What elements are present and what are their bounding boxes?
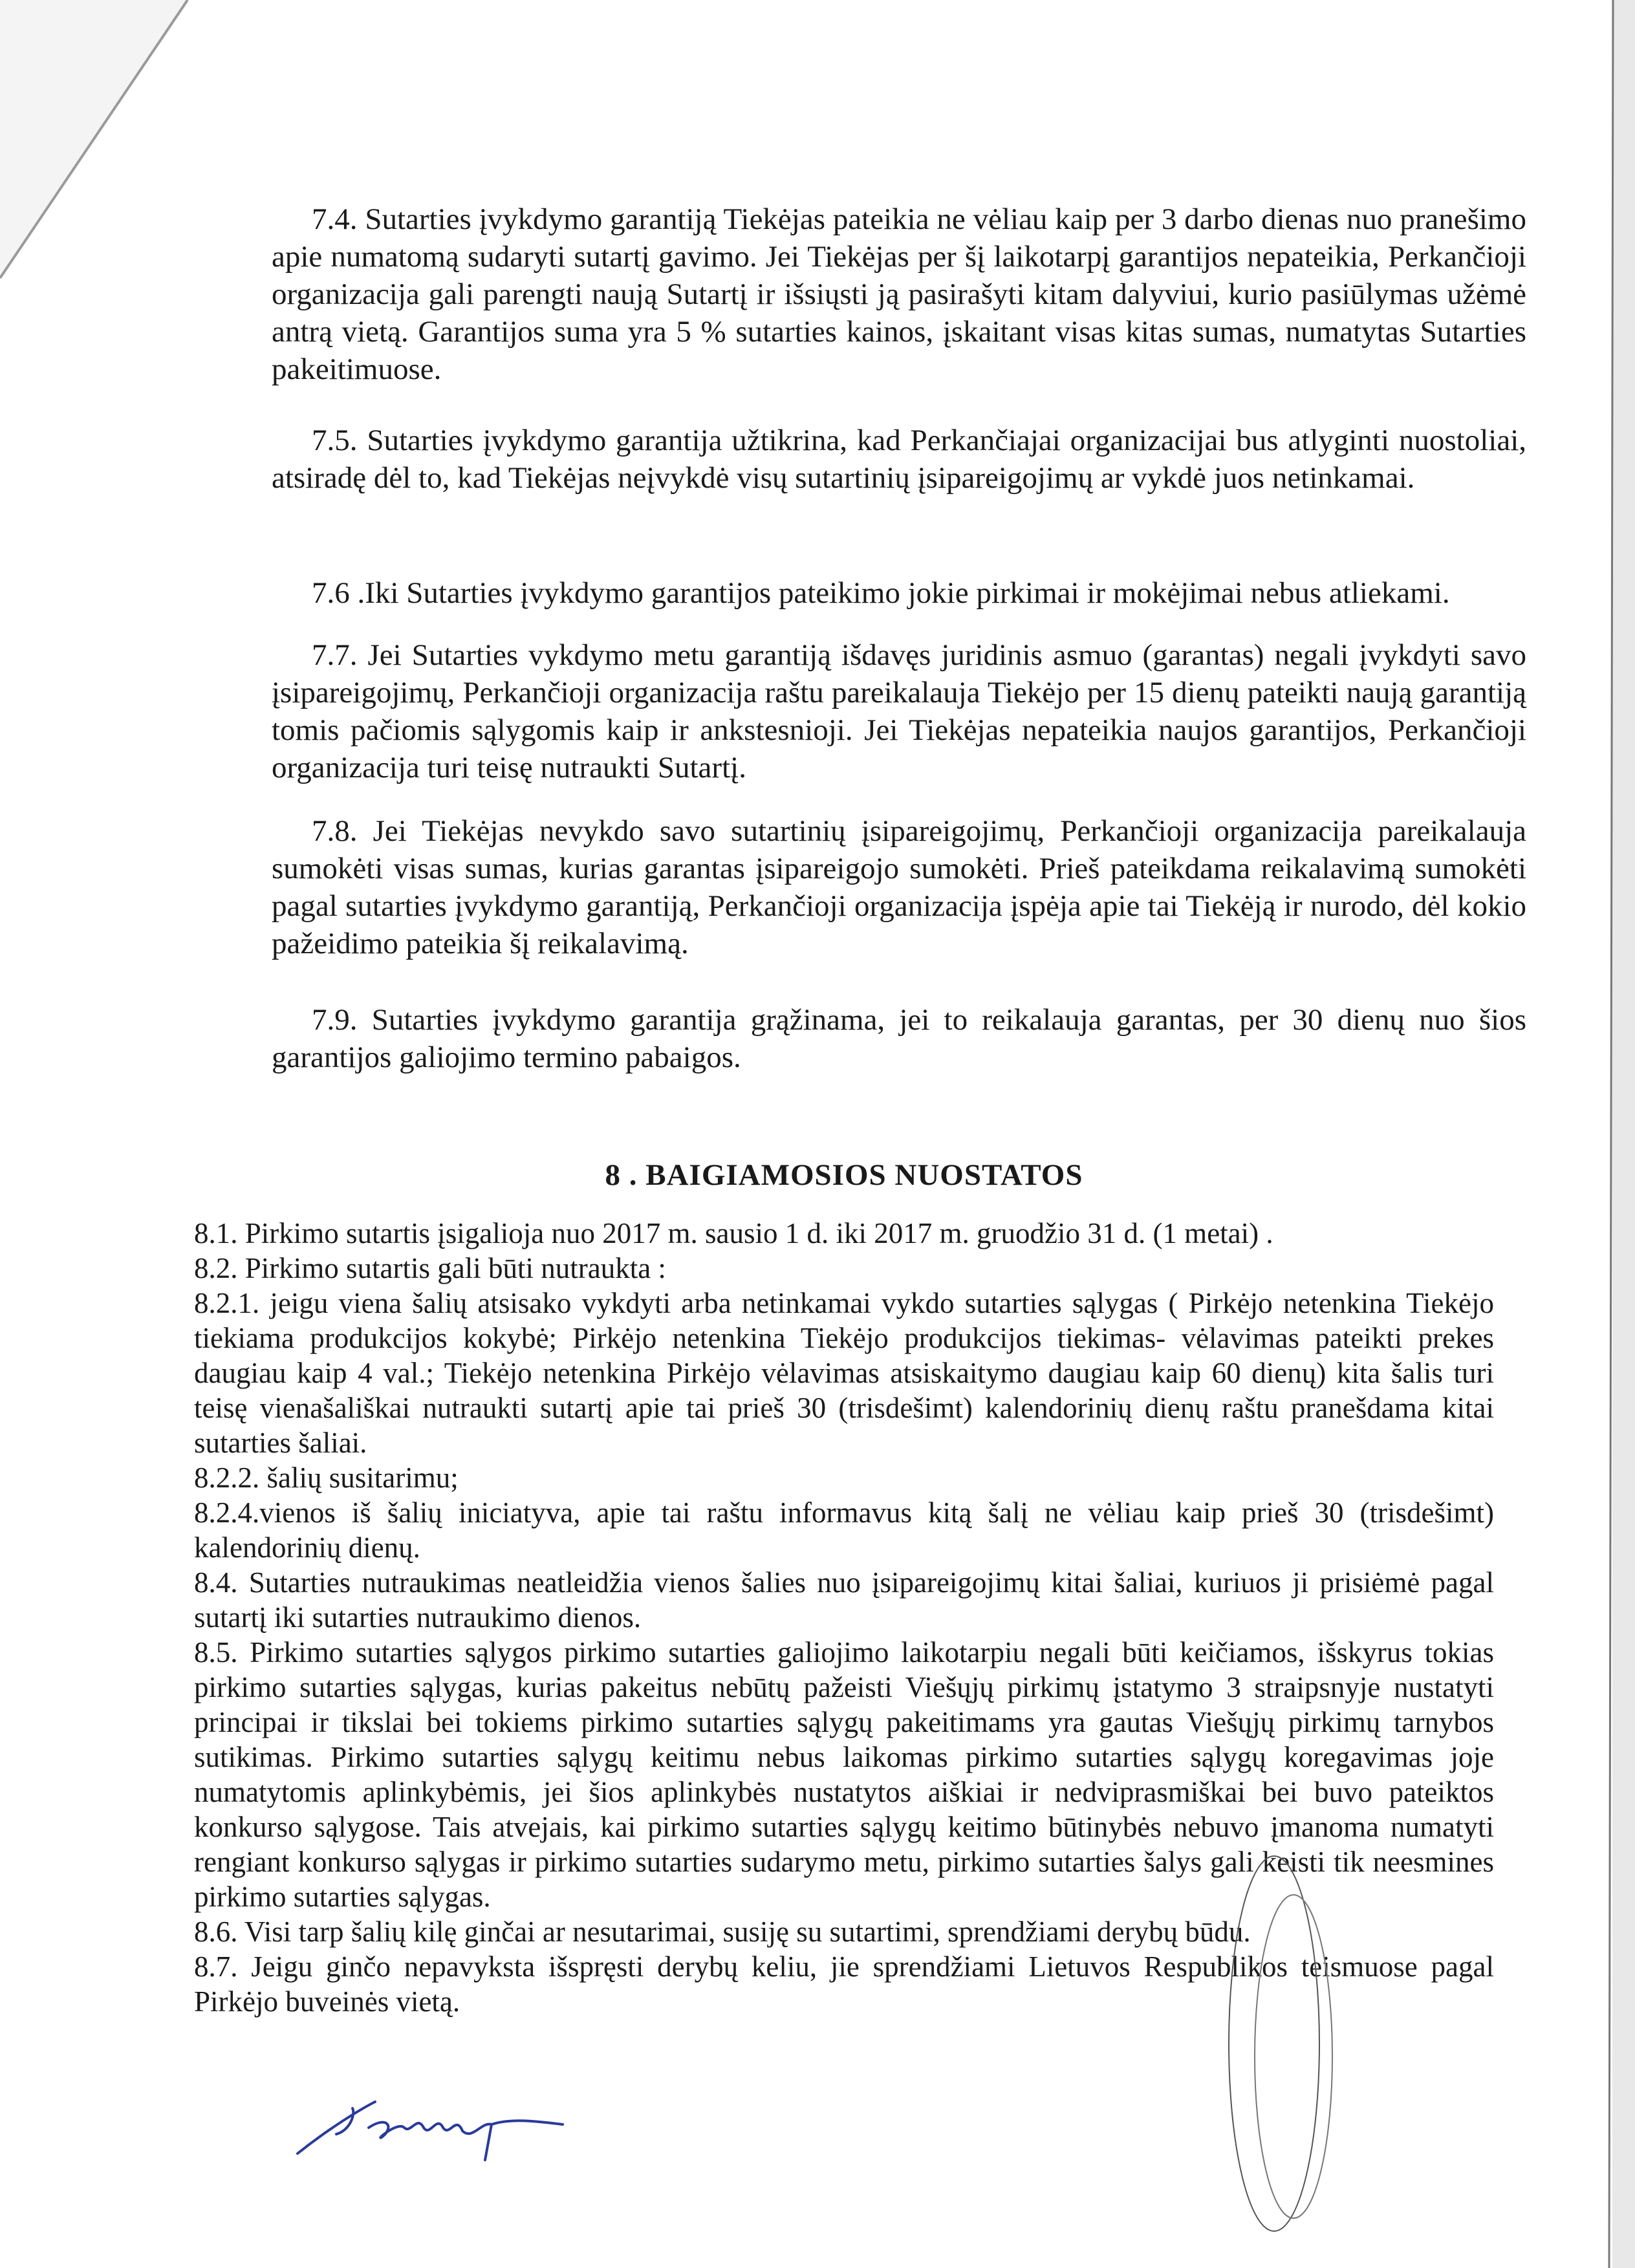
clause-8-2: 8.2. Pirkimo sutartis gali būti nutraukta : xyxy=(194,1252,666,1284)
clause-text: 7.9. Sutarties įvykdymo garantija grąžinama, jei to reikalauja garantas, per 30 dienų nuo šios garantijos galiojimo termino pabaigos. xyxy=(272,1003,1526,1074)
clause-8-2-4: 8.2.4.vienos iš šalių iniciatyva, apie tai raštu informavus kitą šalį ne vėliau kaip prieš 30 (trisdešimt) kalendorinių dienų. xyxy=(194,1496,1494,1564)
scan-edge-shadow xyxy=(1590,0,1635,2268)
section-8-heading: 8 . BAIGIAMOSIOS NUOSTATOS xyxy=(605,1158,1083,1192)
clause-8-5: 8.5. Pirkimo sutarties sąlygos pirkimo sutarties galiojimo laikotarpiu negali būti keičiamos, išskyrus tokias pirkimo sutarties sąlygas, kurias pakeitus nebūtų pažeisti Viešųjų pirkimų įstatymo 3 straipsnyje nustatyti principai ir tikslai bei tokiems pirkimo sutarties sąlygų pakeitimams yra gautas Viešųjų pirkimų tarnybos sutikimas. Pirkimo sutarties sąlygų keitimu nebus laikomas pirkimo sutarties sąlygų koregavimas joje numatytomis aplinkybėmis, jei šios aplinkybės nustatytos aiškiai ir nedviprasmiškai bei buvo pateiktos konkurso sąlygose. Tais atvejais, kai pirkimo sutarties sąlygų keitimo būtinybės nebuvo įmanoma numatyti rengiant konkurso sąlygas ir pirkimo sutarties sudarymo metu, pirkimo sutarties šalys gali keisti tik neesmines pirkimo sutarties sąlygas. xyxy=(194,1636,1494,1913)
clause-7-8 xyxy=(272,812,1526,962)
folded-corner-shadow xyxy=(0,0,194,285)
clause-7-5 xyxy=(272,422,1526,497)
clause-7-7 xyxy=(272,636,1526,786)
clause-7-6 xyxy=(272,574,1526,612)
clause-8-7: 8.7. Jeigu ginčo nepavyksta išspręsti derybų keliu, jie sprendžiami Lietuvos Respublikos teismuose pagal Pirkėjo buveinės vietą. xyxy=(194,1950,1494,2018)
clause-text: 7.6 .Iki Sutarties įvykdymo garantijos pateikimo jokie pirkimai ir mokėjimai nebus atliekami. xyxy=(312,576,1450,610)
clause-7-9 xyxy=(272,1001,1526,1076)
clause-8-2-2: 8.2.2. šalių susitarimu; xyxy=(194,1462,459,1494)
handwritten-signature xyxy=(291,2089,582,2166)
clause-text: 7.5. Sutarties įvykdymo garantija užtikrina, kad Perkančiajai organizacijai bus atlyginti nuostoliai, atsiradę dėl to, kad Tiekėjas neįvykdė visų sutartinių įsipareigojimų ar vykdė juos netinkamai. xyxy=(272,424,1526,495)
clause-text: 7.4. Sutarties įvykdymo garantiją Tiekėjas pateikia ne vėliau kaip per 3 darbo dienas nuo pranešimo apie numatomą sudaryti sutartį gavimo. Jei Tiekėjas per šį laikotarpį garantijos nepateikia, Perkančioji organizacija gali parengti naują Sutartį ir išsiųsti ją pasirašyti kitam dalyviui, kurio pasiūlymas užėmė antrą vietą. Garantijos suma yra 5 % sutarties kainos, įskaitant visas kitas sumas, numatytas Sutarties pakeitimuose. xyxy=(272,202,1526,386)
clause-7-4 xyxy=(272,200,1526,388)
clause-text: 7.8. Jei Tiekėjas nevykdo savo sutartinių įsipareigojimų, Perkančioji organizacija pareikalauja sumokėti visas sumas, kurias garantas įsipareigojo sumokėti. Prieš pateikdama reikalavimą sumokėti pagal sutarties įvykdymo garantiją, Perkančioji organizacija įspėja apie tai Tiekėją ir nurodo, dėl kokio pažeidimo pateikia šį reikalavimą. xyxy=(272,814,1526,960)
clause-8-1: 8.1. Pirkimo sutartis įsigalioja nuo 2017 m. sausio 1 d. iki 2017 m. gruodžio 31 d. (1 metai) . xyxy=(194,1217,1273,1249)
clause-8-4: 8.4. Sutarties nutraukimas neatleidžia vienos šalies nuo įsipareigojimų kitai šaliai, kuriuos ji prisiėmė pagal sutartį iki sutarties nutraukimo dienos. xyxy=(194,1566,1494,1634)
clause-8-2-1: 8.2.1. jeigu viena šalių atsisako vykdyti arba netinkamai vykdo sutarties sąlygas ( Pirkėjo netenkina Tiekėjo tiekiama produkcijos kokybė; Pirkėjo netenkina Tiekėjo produkcijos tiekimas- vėlavimas pateikti prekes daugiau kaip 4 val.; Tiekėjo netenkina Pirkėjo vėlavimas atsiskaitymo daugiau kaip 60 dienų) kita šalis turi teisę vienašališkai nutraukti sutartį apie tai prieš 30 (trisdešimt) kalendorinių dienų raštu pranešdama kitai sutarties šaliai. xyxy=(194,1287,1494,1459)
clause-8-6: 8.6. Visi tarp šalių kilę ginčai ar nesutarimai, susiję su sutartimi, sprendžiami derybų būdu. xyxy=(194,1916,1251,1948)
clause-text: 7.7. Jei Sutarties vykdymo metu garantiją išdavęs juridinis asmuo (garantas) negali įvykdyti savo įsipareigojimų, Perkančioji organizacija raštu pareikalauja Tiekėjo per 15 dienų pateikti naują garantiją tomis pačiomis sąlygomis kaip ir ankstesnioji. Jei Tiekėjas nepateikia naujos garantijos, Perkančioji organizacija turi teisę nutraukti Sutartį. xyxy=(272,638,1526,784)
stamp-outline xyxy=(1203,1850,1365,2238)
